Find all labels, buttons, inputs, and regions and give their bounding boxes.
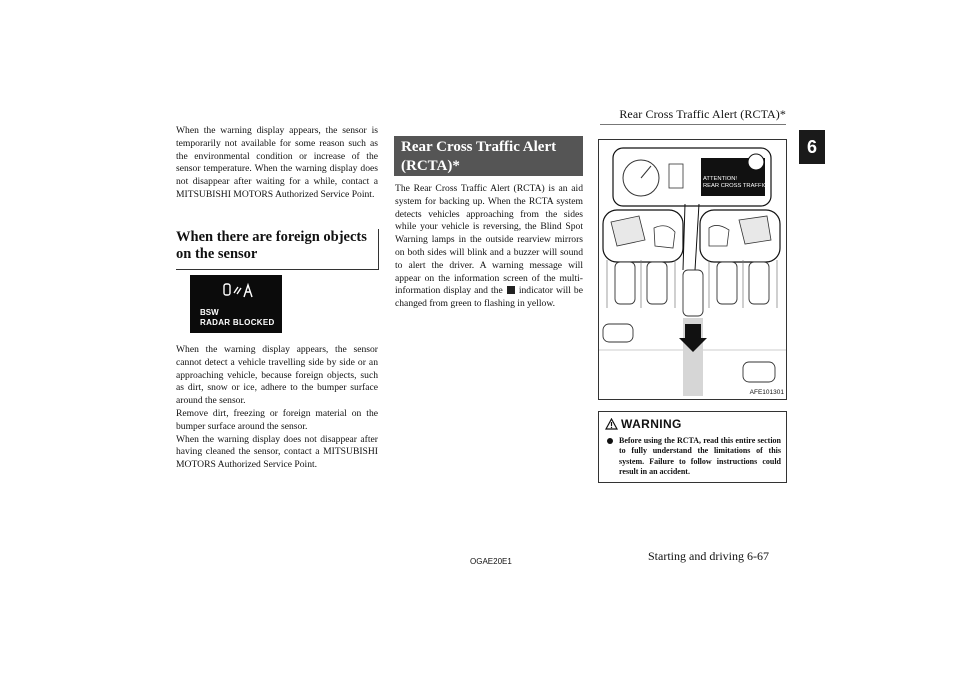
left-paragraph-3: Remove dirt, freezing or foreign material on the bumper surface around the sensor. [176,407,378,432]
warning-text: Before using the RCTA, read this entire section to fully understand the limitations of this system. Failure to follow instructions could result in an accident. [619,436,781,476]
rcta-indicator-icon [507,286,515,294]
chapter-tab: 6 [799,130,825,164]
bsw-display-image [190,275,282,333]
footer-page-number: 6-67 [747,549,769,563]
warning-label: WARNING [621,417,682,431]
figure-code: AFE101301 [749,389,784,396]
footer-section: Starting and driving [648,549,744,563]
left-paragraph-4: When the warning display does not disappear after having cleaned the sensor, contact a MITSUBISHI MOTORS Authorized Service Point. [176,433,378,471]
left-paragraph-1: When the warning display appears, the sensor is temporarily not available for some reason such as the environmental condition or increase of the sensor temperature. When the warning display does not disappear after waiting for a while, contact a MITSUBISHI MOTORS Authorized Service Point. [176,125,378,200]
middle-paragraph-b: indicator will be changed from green to flashing in yellow. [395,285,583,310]
bullet-icon [607,438,613,444]
header-rule [600,124,786,125]
section-heading-foreign-objects: When there are foreign objects on the sensor [176,229,379,270]
figure-screen-text [703,176,769,190]
bsw-radar-icon [220,281,260,305]
warning-box [598,411,787,483]
figure-screen-line-2: REAR CROSS TRAFFIC [703,183,768,189]
running-header: Rear Cross Traffic Alert (RCTA)* [619,107,786,121]
footer-doc-code: OGAE20E1 [470,557,512,566]
display-line-2: RADAR BLOCKED [200,318,275,327]
middle-paragraph [395,183,583,311]
left-body-2 [176,344,378,472]
warning-triangle-icon [605,418,618,430]
section-title-rcta: Rear Cross Traffic Alert (RCTA)* [394,136,583,176]
warning-header [605,417,682,431]
figure-screen-line-1: ATTENTION! [703,176,738,182]
left-paragraph-2: When the warning display appears, the sensor cannot detect a vehicle travelling side by side or an approaching vehicle, because foreign objects, such as dirt, snow or ice, adhere to the bumper surface around the sensor. [176,344,378,407]
rcta-illustration [598,139,787,400]
middle-paragraph-a: The Rear Cross Traffic Alert (RCTA) is an aid system for backing up. When the RCTA system detects vehicles approaching from the sides while your vehicle is reversing, the Blind Spot Warning lamps in the outside rearview mirrors on both sides will blink and a buzzer will sound to alert the driver. A warning message will appear on the information screen of the multi-information display and the [395,183,583,297]
display-line-1: BSW [200,308,219,317]
